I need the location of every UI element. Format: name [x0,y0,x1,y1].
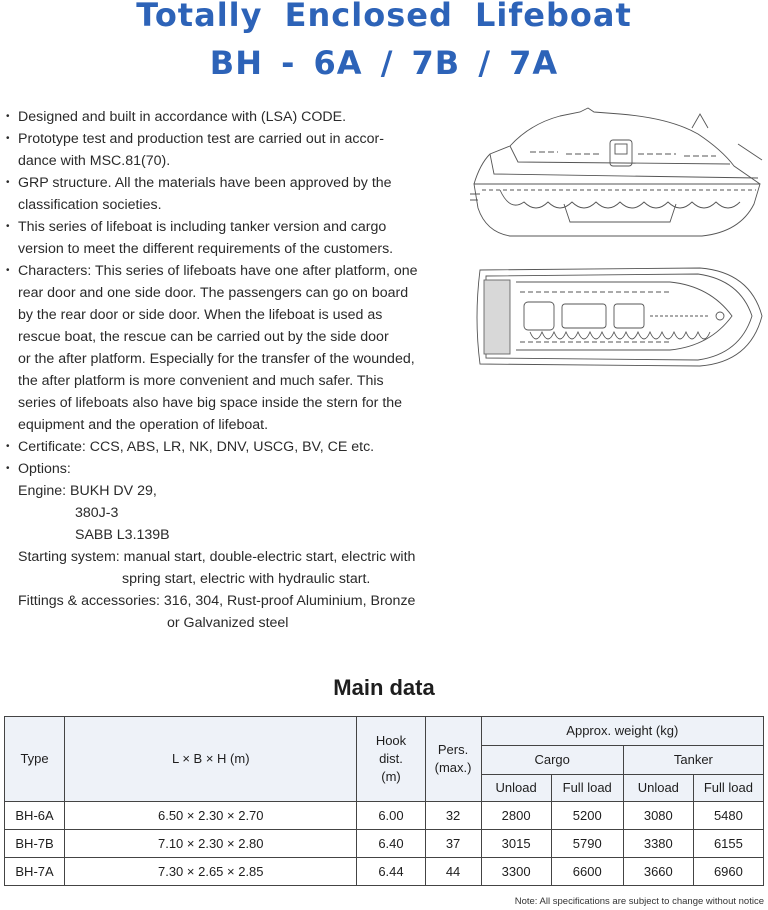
table-row [5,830,764,858]
cell-persons: 32 [425,802,481,830]
cell-type: BH-7A [5,858,65,886]
table-row [5,802,764,830]
lifeboat-top-view-drawing [470,262,768,372]
cell-tanker-full: 5480 [693,802,763,830]
cell-type: BH-6A [5,802,65,830]
header-persons [425,717,481,802]
cell-cargo-full: 5790 [551,830,623,858]
feature-list [0,106,460,634]
model-title: BH - 6A / 7B / 7A [209,44,559,82]
header-hook-line: (m) [381,769,401,784]
cell-tanker-unload: 3380 [623,830,693,858]
cell-tanker-unload: 3660 [623,858,693,886]
feature-continuation: version to meet the different requirements of the customers. [18,241,394,257]
cell-dimensions: 6.50 × 2.30 × 2.70 [65,802,357,830]
cell-tanker-full: 6155 [693,830,763,858]
footnote: Note: All specifications are subject to change without notice [514,896,764,907]
header-cargo: Cargo [481,746,623,775]
header-type: Type [5,717,65,802]
header-pers-line: Pers. [437,742,469,757]
header-tanker-full-load: Full load [693,775,763,802]
header-pers-line: (max.) [434,760,472,775]
header-tanker-unload: Unload [623,775,693,802]
feature-continuation: series of lifeboats also have big space inside the stern for the [18,395,403,411]
feature-continuation: rescue boat, the rescue can be carried out by the side door [18,329,389,345]
cell-cargo-unload: 3015 [481,830,551,858]
main-data-title: Main data [333,675,435,700]
option-engine-alt: 380J-3 [75,505,119,521]
option-engine: Engine: BUKH DV 29, [18,483,157,499]
cell-cargo-full: 5200 [551,802,623,830]
header-hook-line: dist. [379,751,403,766]
option-fittings-cont: or Galvanized steel [167,615,289,631]
lifeboat-side-view-drawing [470,104,768,244]
cell-persons: 37 [425,830,481,858]
feature-continuation: equipment and the operation of lifeboat. [18,417,269,433]
feature-continuation: the after platform is more convenient and much safer. This [18,373,384,389]
feature-item: • This series of lifeboat is including tanker version and cargo [0,216,460,238]
header-hook-distance [357,717,425,802]
option-fittings: Fittings & accessories: 316, 304, Rust-proof Aluminium, Bronze [18,593,416,609]
feature-item: • Certificate: CCS, ABS, LR, NK, DNV, USCG, BV, CE etc. [0,436,460,458]
option-engine-alt: SABB L3.139B [75,527,170,543]
header-cargo-full-load: Full load [551,775,623,802]
cell-hook: 6.44 [357,858,425,886]
header-tanker: Tanker [623,746,763,775]
cell-tanker-full: 6960 [693,858,763,886]
option-starting-system: Starting system: manual start, double-electric start, electric with [18,549,416,565]
header-hook-line: Hook [375,733,407,748]
cell-cargo-full: 6600 [551,858,623,886]
page-title: Totally Enclosed Lifeboat [136,0,632,34]
cell-persons: 44 [425,858,481,886]
cell-cargo-unload: 3300 [481,858,551,886]
cell-dimensions: 7.30 × 2.65 × 2.85 [65,858,357,886]
cell-hook: 6.00 [357,802,425,830]
feature-continuation: or the after platform. Especially for the transfer of the wounded, [18,351,415,367]
feature-continuation: dance with MSC.81(70). [18,153,171,169]
main-data-table [4,716,764,886]
feature-item: • GRP structure. All the materials have been approved by the [0,172,460,194]
feature-continuation: by the rear door or side door. When the lifeboat is used as [18,307,383,323]
table-row [5,858,764,886]
header-dimensions: L × B × H (m) [65,717,357,802]
feature-continuation: classification societies. [18,197,162,213]
feature-item: • Characters: This series of lifeboats have one after platform, one [0,260,460,282]
cell-hook: 6.40 [357,830,425,858]
option-starting-system-cont: spring start, electric with hydraulic start. [122,571,371,587]
cell-tanker-unload: 3080 [623,802,693,830]
feature-item: • Options: [0,458,460,480]
header-weight: Approx. weight (kg) [481,717,763,746]
feature-item: • Designed and built in accordance with (LSA) CODE. [0,106,460,128]
cell-type: BH-7B [5,830,65,858]
feature-item: • Prototype test and production test are carried out in accor- [0,128,460,150]
feature-continuation: rear door and one side door. The passengers can go on board [18,285,409,301]
header-cargo-unload: Unload [481,775,551,802]
cell-dimensions: 7.10 × 2.30 × 2.80 [65,830,357,858]
cell-cargo-unload: 2800 [481,802,551,830]
